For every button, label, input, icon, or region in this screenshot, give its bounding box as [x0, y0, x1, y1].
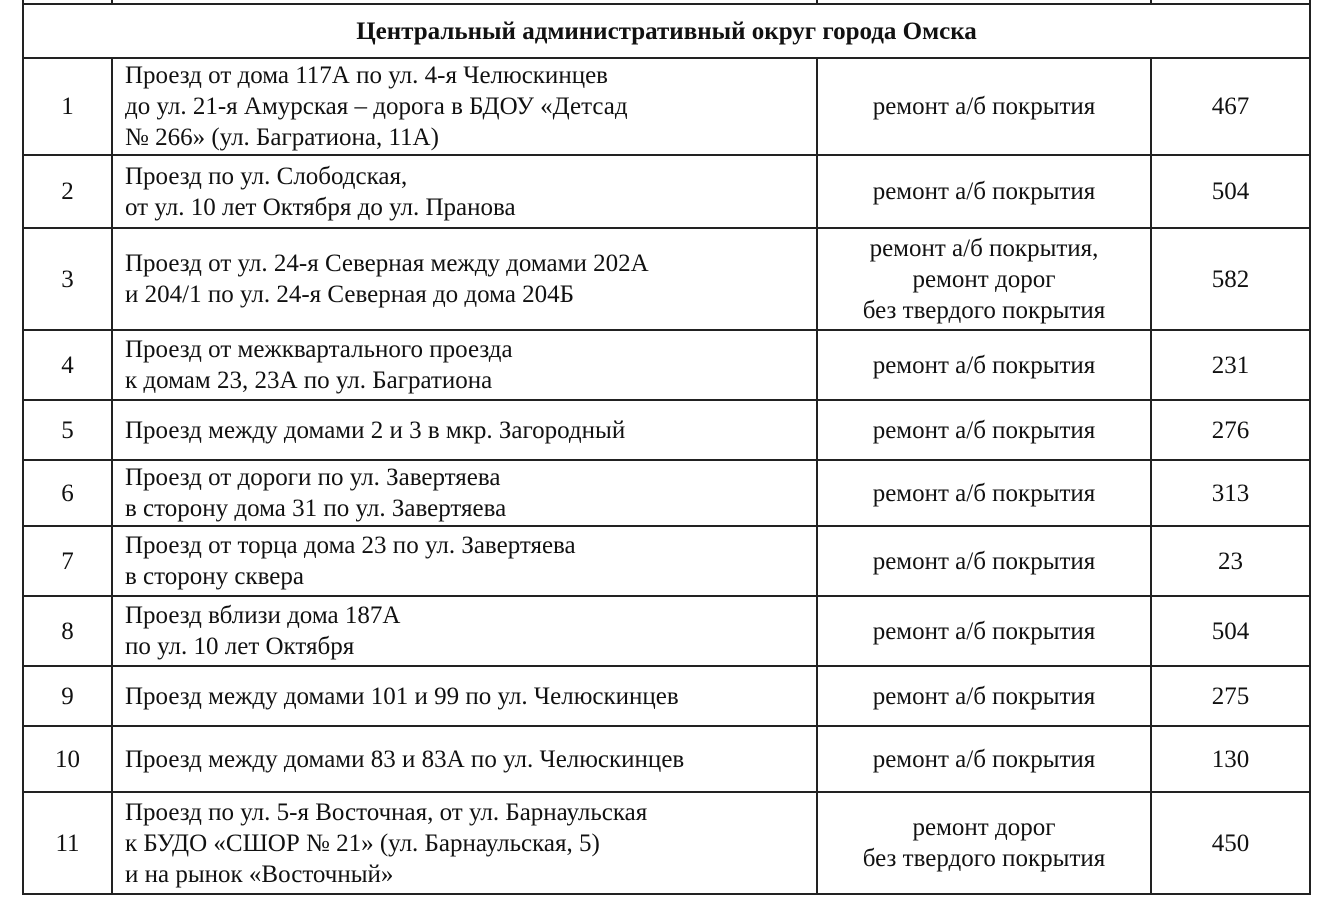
road-name: Проезд от межквартального проезда к домам 23, 23А по ул. Багратиона [112, 330, 817, 400]
road-value: 467 [1151, 58, 1310, 155]
document-page [22, 0, 1309, 895]
table-row [23, 460, 1310, 526]
row-number: 6 [23, 460, 112, 526]
table-row [23, 330, 1310, 400]
table-row [23, 666, 1310, 726]
road-name: Проезд между домами 101 и 99 по ул. Челюскинцев [112, 666, 817, 726]
row-number: 8 [23, 596, 112, 666]
road-value: 504 [1151, 596, 1310, 666]
road-value: 275 [1151, 666, 1310, 726]
work-type: ремонт а/б покрытия [817, 526, 1151, 596]
row-number: 3 [23, 228, 112, 330]
road-value: 582 [1151, 228, 1310, 330]
road-name: Проезд вблизи дома 187А по ул. 10 лет Октября [112, 596, 817, 666]
table-row [23, 596, 1310, 666]
row-number: 10 [23, 726, 112, 792]
table-row [23, 155, 1310, 228]
road-value: 130 [1151, 726, 1310, 792]
road-name: Проезд от дороги по ул. Завертяева в сторону дома 31 по ул. Завертяева [112, 460, 817, 526]
row-number: 11 [23, 792, 112, 894]
work-type: ремонт а/б покрытия [817, 330, 1151, 400]
work-type: ремонт а/б покрытия [817, 155, 1151, 228]
section-title: Центральный административный округ города Омска [23, 4, 1310, 58]
work-type: ремонт а/б покрытия, ремонт дорог без твердого покрытия [817, 228, 1151, 330]
road-name: Проезд по ул. Слободская, от ул. 10 лет Октября до ул. Пранова [112, 155, 817, 228]
table-row [23, 228, 1310, 330]
road-value: 450 [1151, 792, 1310, 894]
work-type: ремонт а/б покрытия [817, 58, 1151, 155]
road-value: 313 [1151, 460, 1310, 526]
row-number: 4 [23, 330, 112, 400]
row-number: 5 [23, 400, 112, 460]
road-name: Проезд от ул. 24-я Северная между домами 202А и 204/1 по ул. 24-я Северная до дома 204Б [112, 228, 817, 330]
roads-table [22, 0, 1311, 895]
table-row [23, 792, 1310, 894]
road-name: Проезд между домами 83 и 83А по ул. Челюскинцев [112, 726, 817, 792]
work-type: ремонт а/б покрытия [817, 726, 1151, 792]
road-value: 276 [1151, 400, 1310, 460]
row-number: 2 [23, 155, 112, 228]
road-name: Проезд от торца дома 23 по ул. Завертяева в сторону сквера [112, 526, 817, 596]
road-value: 504 [1151, 155, 1310, 228]
work-type: ремонт а/б покрытия [817, 666, 1151, 726]
row-number: 7 [23, 526, 112, 596]
table-row [23, 726, 1310, 792]
row-number: 9 [23, 666, 112, 726]
table-row [23, 58, 1310, 155]
work-type: ремонт а/б покрытия [817, 460, 1151, 526]
road-name: Проезд между домами 2 и 3 в мкр. Загородный [112, 400, 817, 460]
row-number: 1 [23, 58, 112, 155]
table-row [23, 526, 1310, 596]
work-type: ремонт а/б покрытия [817, 596, 1151, 666]
road-name: Проезд по ул. 5-я Восточная, от ул. Барнаульская к БУДО «СШОР № 21» (ул. Барнаульская, 5) и на рынок «Восточный» [112, 792, 817, 894]
road-name: Проезд от дома 117А по ул. 4-я Челюскинцев до ул. 21-я Амурская – дорога в БДОУ «Детсад № 266» (ул. Багратиона, 11А) [112, 58, 817, 155]
work-type: ремонт дорог без твердого покрытия [817, 792, 1151, 894]
road-value: 231 [1151, 330, 1310, 400]
section-header-row [23, 4, 1310, 58]
work-type: ремонт а/б покрытия [817, 400, 1151, 460]
road-value: 23 [1151, 526, 1310, 596]
table-row [23, 400, 1310, 460]
